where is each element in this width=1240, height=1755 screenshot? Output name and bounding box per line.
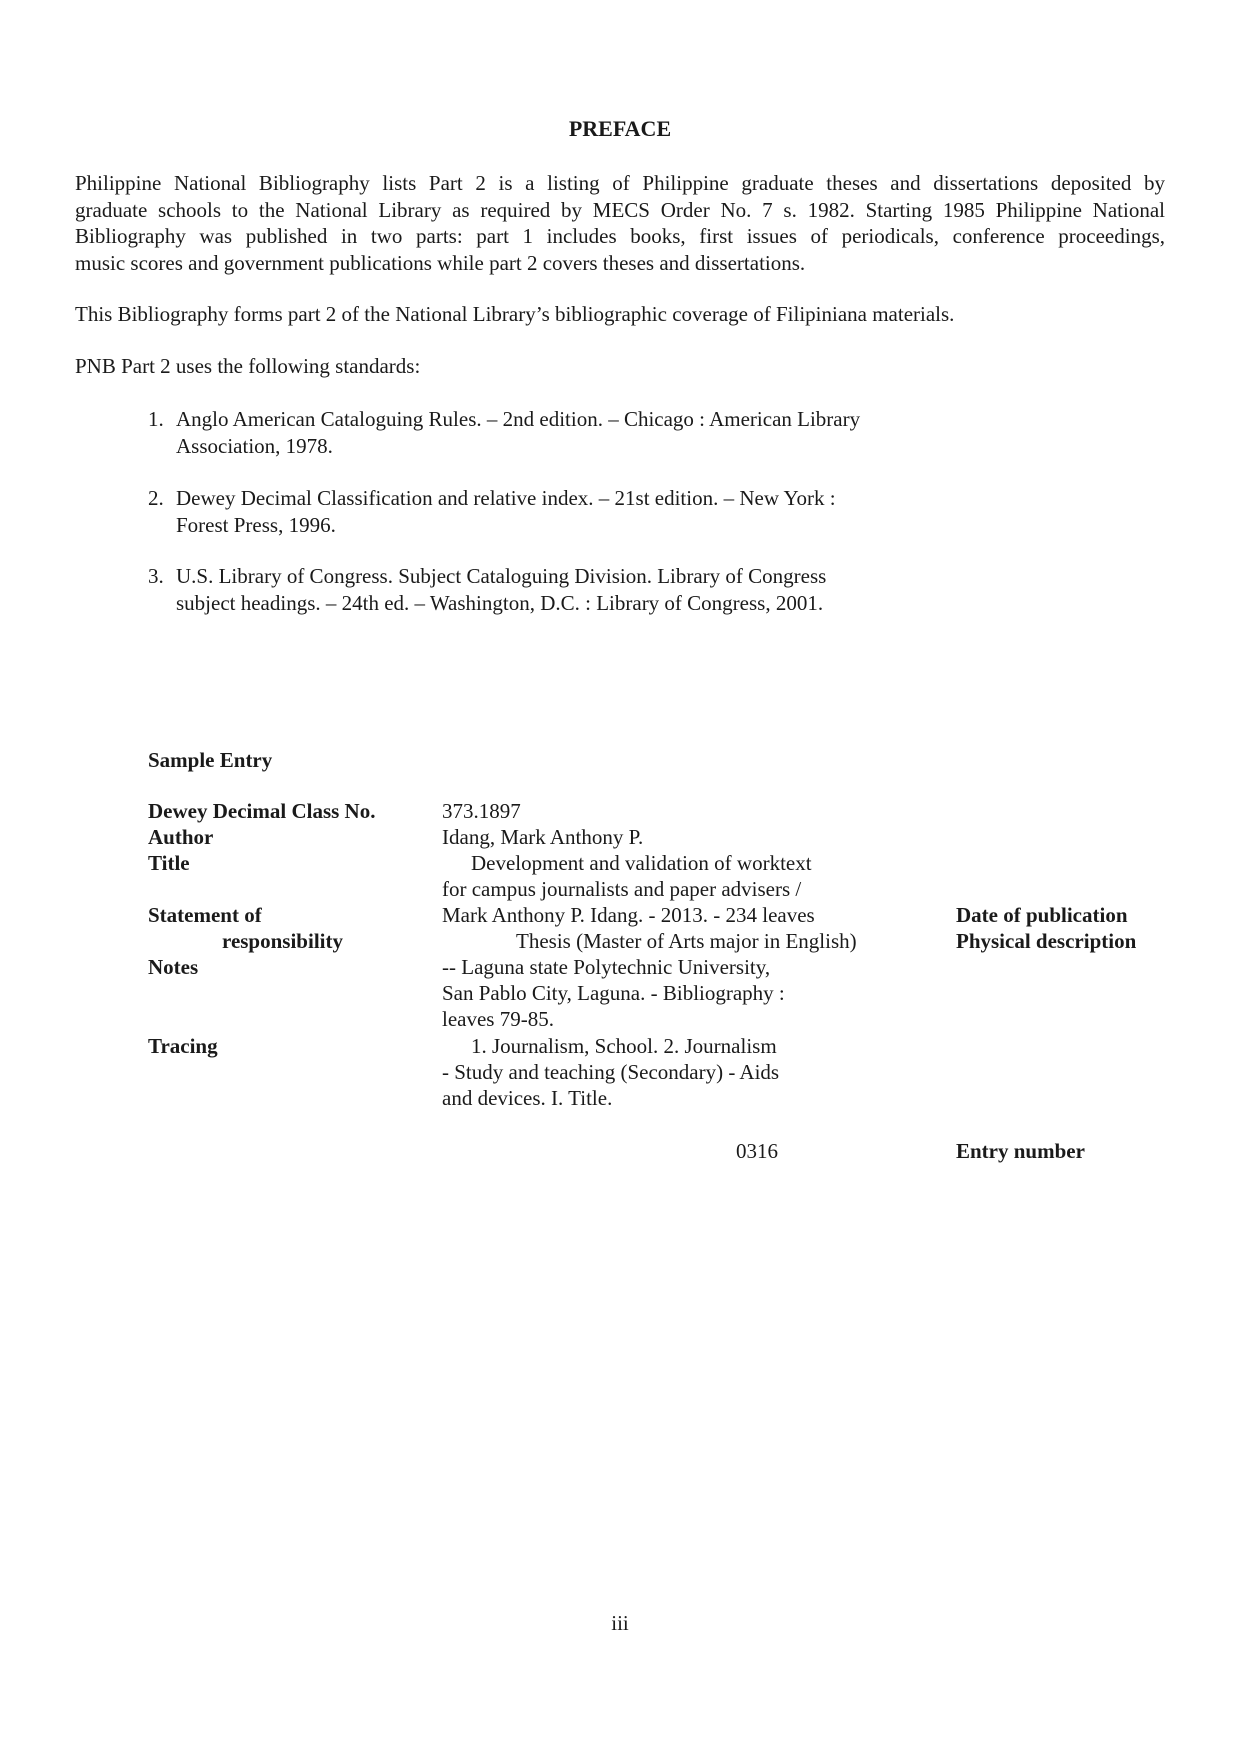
intro-line: music scores and government publications while part 2 covers theses and dissertations.	[75, 250, 806, 275]
standard-text: Anglo American Cataloguing Rules. – 2nd edition. – Chicago : American Library	[176, 407, 861, 431]
intro-paragraph	[75, 170, 1165, 276]
intro-line: graduate schools to the National Library as required by MECS Order No. 7 s. 1982. Starting 1985 Philippine National	[75, 197, 1165, 222]
value-dewey-class: 373.1897	[442, 799, 521, 823]
label-author: Author	[148, 825, 214, 849]
value-title-line: Development and validation of worktext	[471, 851, 812, 875]
standard-text-continued: subject headings. – 24th ed. – Washington, D.C. : Library of Congress, 2001.	[176, 590, 824, 615]
value-statement-line: Mark Anthony P. Idang. - 2013. - 234 leaves	[442, 903, 815, 927]
intro-line: Bibliography was published in two parts: part 1 includes books, first issues of periodicals, conference proceedings,	[75, 224, 1165, 248]
value-notes-line: leaves 79-85.	[442, 1007, 554, 1031]
standard-text-continued: Forest Press, 1996.	[176, 512, 336, 537]
standard-text: Dewey Decimal Classification and relative index. – 21st edition. – New York :	[176, 486, 836, 510]
value-entry-number: 0316	[736, 1139, 778, 1163]
value-notes-line: -- Laguna state Polytechnic University,	[442, 955, 771, 979]
page-number: iii	[611, 1611, 629, 1635]
page-title: PREFACE	[568, 116, 672, 141]
standard-number: 2.	[148, 486, 164, 510]
label-tracing: Tracing	[148, 1034, 218, 1058]
label-dewey-class: Dewey Decimal Class No.	[148, 799, 376, 823]
standard-item	[148, 406, 860, 459]
standard-text: U.S. Library of Congress. Subject Cataloguing Division. Library of Congress	[176, 564, 827, 588]
standards-intro: PNB Part 2 uses the following standards:	[75, 354, 421, 378]
standard-text-continued: Association, 1978.	[176, 433, 333, 458]
standard-item	[148, 563, 826, 616]
value-author: Idang, Mark Anthony P.	[442, 825, 644, 849]
value-tracing-line: and devices. I. Title.	[442, 1086, 613, 1110]
sample-entry-heading: Sample Entry	[148, 748, 273, 772]
value-tracing-line: 1. Journalism, School. 2. Journalism	[471, 1034, 777, 1058]
standard-number: 3.	[148, 564, 164, 588]
label-physical-description: Physical description	[956, 929, 1137, 953]
value-tracing-line: - Study and teaching (Secondary) - Aids	[442, 1060, 780, 1084]
intro-line: Philippine National Bibliography lists Part 2 is a listing of Philippine graduate theses and dissertations deposited by	[75, 171, 1165, 195]
label-title: Title	[148, 851, 190, 875]
label-date-of-publication: Date of publication	[956, 903, 1128, 927]
standard-item	[148, 485, 836, 538]
value-title-line: for campus journalists and paper advisers /	[442, 877, 802, 901]
label-statement-of: Statement of	[148, 903, 262, 927]
label-entry-number: Entry number	[956, 1139, 1085, 1163]
label-notes: Notes	[148, 955, 199, 979]
label-responsibility: responsibility	[222, 929, 343, 953]
value-notes-line: San Pablo City, Laguna. - Bibliography :	[442, 981, 785, 1005]
value-statement-line: Thesis (Master of Arts major in English)	[516, 929, 857, 953]
standard-number: 1.	[148, 407, 164, 431]
coverage-paragraph: This Bibliography forms part 2 of the National Library’s bibliographic coverage of Filipiniana materials.	[75, 302, 955, 326]
